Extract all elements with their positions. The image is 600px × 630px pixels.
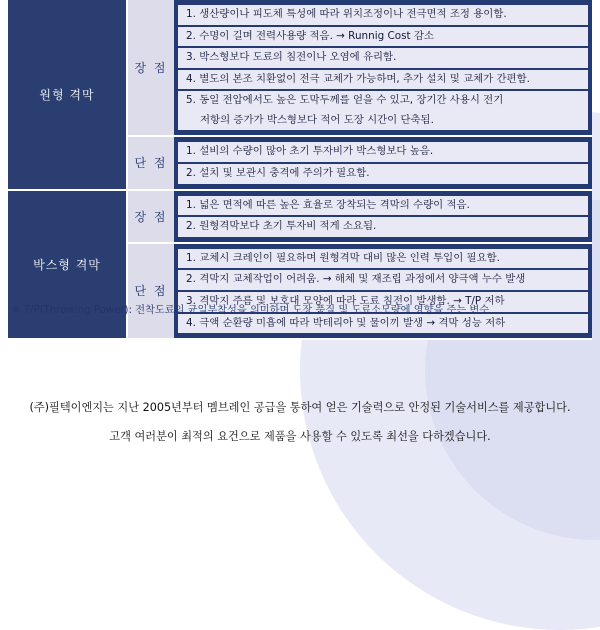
item-list bbox=[174, 191, 592, 244]
list-item: 3. 박스형보다 도료의 침전이나 오염에 유리함. bbox=[178, 48, 588, 68]
list-item: 1. 넓은 면적에 따른 높은 효율로 장착되는 격막의 수량이 적음. bbox=[178, 196, 588, 216]
list-item: 2. 원형격막보다 초기 투자비 적게 소요됨. bbox=[178, 217, 588, 237]
company-tagline-line-1: (주)필텍이엔지는 지난 2005년부터 멤브레인 공급을 통하여 얻은 기술력으로 안정된 기술서비스를 제공합니다. bbox=[29, 401, 571, 414]
item-list bbox=[174, 137, 592, 190]
list-item-line: 5. 동일 전압에서도 높은 도막두께를 얻을 수 있고, 장기간 사용시 전기 bbox=[186, 94, 504, 107]
list-item bbox=[178, 91, 588, 130]
list-item: 2. 격막지 교체작업이 어려움. → 해체 및 재조립 과정에서 양극액 누수 발생 bbox=[178, 270, 588, 290]
company-tagline-line-2: 고객 여러분이 최적의 요건으로 제품을 사용할 수 있도록 최선을 다하겠습니다. bbox=[109, 430, 491, 443]
category-box-diaphragm: 박스형 격막 bbox=[8, 191, 126, 341]
diaphragm-comparison-table bbox=[8, 0, 592, 340]
item-list bbox=[174, 244, 592, 340]
list-item: 1. 설비의 수량이 많아 초기 투자비가 박스형보다 높음. bbox=[178, 142, 588, 162]
footnote-throwing-power: ※ T/P(Throwing Power): 전착도료의 균일부착성을 의미하며 도장 품질 및 도료소모량에 영향을 주는 변수 bbox=[12, 305, 490, 316]
list-item-line: 저항의 증가가 박스형보다 적어 도장 시간이 단축됨. bbox=[200, 113, 434, 126]
table-row bbox=[8, 0, 592, 137]
subcategory-disadvantages: 단 점 bbox=[126, 244, 174, 340]
list-item: 1. 생산량이나 피도체 특성에 따라 위치조정이나 전극면적 조정 용이함. bbox=[178, 5, 588, 25]
subcategory-disadvantages: 단 점 bbox=[126, 137, 174, 190]
list-item: 4. 별도의 본조 치환없이 전극 교체가 가능하며, 추가 설치 및 교체가 간편함. bbox=[178, 70, 588, 90]
list-item: 3. 격막지 주름 및 보호대 모양에 따라 도료 침전이 발생함. → T/P 저하 bbox=[178, 292, 588, 312]
list-item: 4. 극액 순환량 미흡에 따라 박테리아 및 물이끼 발생 → 격막 성능 저하 bbox=[178, 314, 588, 334]
subcategory-advantages: 장 점 bbox=[126, 0, 174, 137]
subcategory-advantages: 장 점 bbox=[126, 191, 174, 244]
list-item: 2. 수명이 길며 전력사용량 적음. → Runnig Cost 감소 bbox=[178, 27, 588, 47]
item-list bbox=[174, 0, 592, 137]
list-item: 1. 교체시 크레인이 필요하며 원형격막 대비 많은 인력 투입이 필요함. bbox=[178, 249, 588, 269]
table-row bbox=[8, 191, 592, 244]
list-item: 2. 설치 및 보관시 충격에 주의가 필요함. bbox=[178, 164, 588, 184]
category-circular-diaphragm: 원형 격막 bbox=[8, 0, 126, 191]
